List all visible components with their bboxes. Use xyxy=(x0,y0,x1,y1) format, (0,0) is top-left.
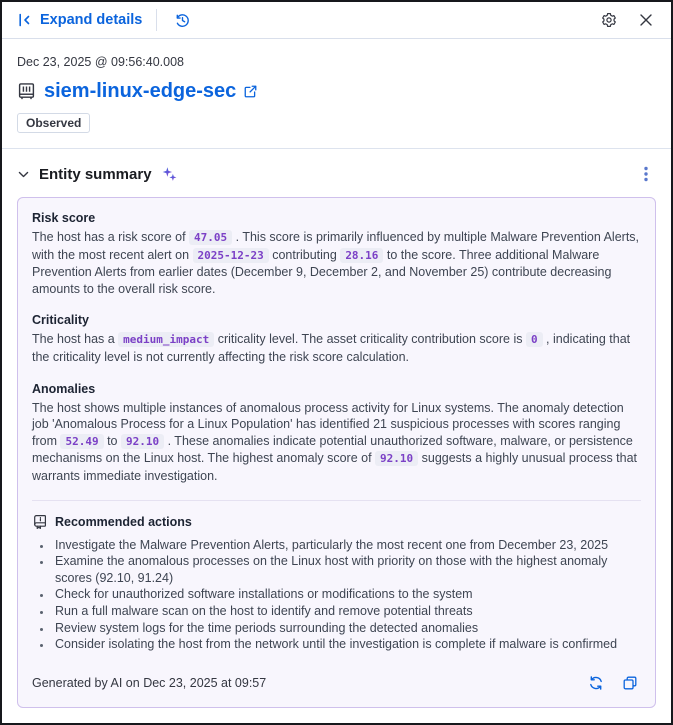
recommended-action-item: • Review system logs for the time periods surrounding the detected anomalies xyxy=(52,620,641,637)
inline-code-value: 92.10 xyxy=(121,434,164,449)
settings-button[interactable] xyxy=(598,9,620,31)
criticality-heading: Criticality xyxy=(32,313,89,328)
regenerate-button[interactable] xyxy=(585,672,607,694)
copy-icon xyxy=(622,675,638,691)
inline-code-value: 92.10 xyxy=(375,451,418,466)
inline-code-value: 28.16 xyxy=(340,248,383,263)
anomalies-paragraph: The host shows multiple instances of anomalous process activity for Linux systems. The anomaly detection job 'Anomalous Process for a Linux Population' has identified 21 suspicious processes with scores ranging from 52.49 to 92.10 . These anomalies indicate potential unauthorized software, malware, or persistence mechanisms on the Linux host. The highest anomaly score of 92.10 suggests a highly unusual process that warrants immediate investigation. xyxy=(32,400,638,483)
clock-history-icon xyxy=(174,12,191,29)
arrow-to-start-icon xyxy=(17,12,33,28)
refresh-icon xyxy=(588,675,604,691)
entity-summary-title: Entity summary xyxy=(39,165,152,183)
summary-menu-button[interactable] xyxy=(636,162,656,186)
copy-button[interactable] xyxy=(619,672,641,694)
flyout-header xyxy=(2,2,671,39)
close-button[interactable] xyxy=(636,10,656,30)
inline-code-value: 0 xyxy=(526,332,543,347)
gear-icon xyxy=(601,12,617,28)
risk-score-paragraph: The host has a risk score of 47.05 . This score is primarily influenced by multiple Malware Prevention Alerts, with the most recent alert on 2025-12-23 contributing 28.16 to the score. Three additional Malware Prevention Alerts from earlier dates (December 9, December 2, and November 25) contribute decreasing amounts to the overall risk score. xyxy=(32,230,640,296)
inline-code-value: 52.49 xyxy=(60,434,103,449)
host-name: siem-linux-edge-sec xyxy=(44,80,237,102)
host-name-link[interactable] xyxy=(44,80,258,103)
book-info-icon xyxy=(32,514,48,530)
inline-code-value: 2025-12-23 xyxy=(193,248,269,263)
recommended-action-item: • Investigate the Malware Prevention Alerts, particularly the most recent one from December 23, 2025 xyxy=(52,537,641,554)
recommended-action-item: • Examine the anomalous processes on the Linux host with priority on those with the highest anomaly scores (92.10, 91.24) xyxy=(52,553,641,586)
recommended-actions-list xyxy=(38,537,641,653)
sparkles-icon xyxy=(161,166,178,183)
expand-details-button[interactable] xyxy=(17,12,142,28)
recommended-actions-title: Recommended actions xyxy=(55,514,192,529)
storage-rack-icon xyxy=(17,82,36,101)
recommended-action-item: • Run a full malware scan on the host to identify and remove potential threats xyxy=(52,603,641,620)
generated-by-ai-text: Generated by AI on Dec 23, 2025 at 09:57 xyxy=(32,675,267,690)
risk-score-heading: Risk score xyxy=(32,211,96,225)
chevron-down-icon xyxy=(17,168,30,181)
inline-code-value: 47.05 xyxy=(189,230,232,245)
recommended-action-item: • Check for unauthorized software installations or modifications to the system xyxy=(52,586,641,603)
panel-divider xyxy=(32,500,641,501)
criticality-paragraph: The host has a medium_impact criticality level. The asset criticality contribution score is 0 , indicating that the criticality level is not currently affecting the risk score calculation. xyxy=(32,332,631,364)
ai-summary-panel xyxy=(17,197,656,708)
close-icon xyxy=(639,13,653,27)
recommended-action-item: • Consider isolating the host from the network until the investigation is complete if malware is confirmed xyxy=(52,636,641,653)
entity-summary-toggle[interactable] xyxy=(17,166,178,183)
observed-badge: Observed xyxy=(17,113,90,133)
expand-details-label: Expand details xyxy=(40,12,143,28)
inline-code-value: medium_impact xyxy=(118,332,214,347)
event-timestamp: Dec 23, 2025 @ 09:56:40.008 xyxy=(17,55,184,69)
header-divider xyxy=(156,9,157,31)
anomalies-heading: Anomalies xyxy=(32,381,96,396)
history-button[interactable] xyxy=(171,9,194,32)
external-link-icon xyxy=(243,84,258,99)
vertical-dots-icon xyxy=(639,165,653,183)
